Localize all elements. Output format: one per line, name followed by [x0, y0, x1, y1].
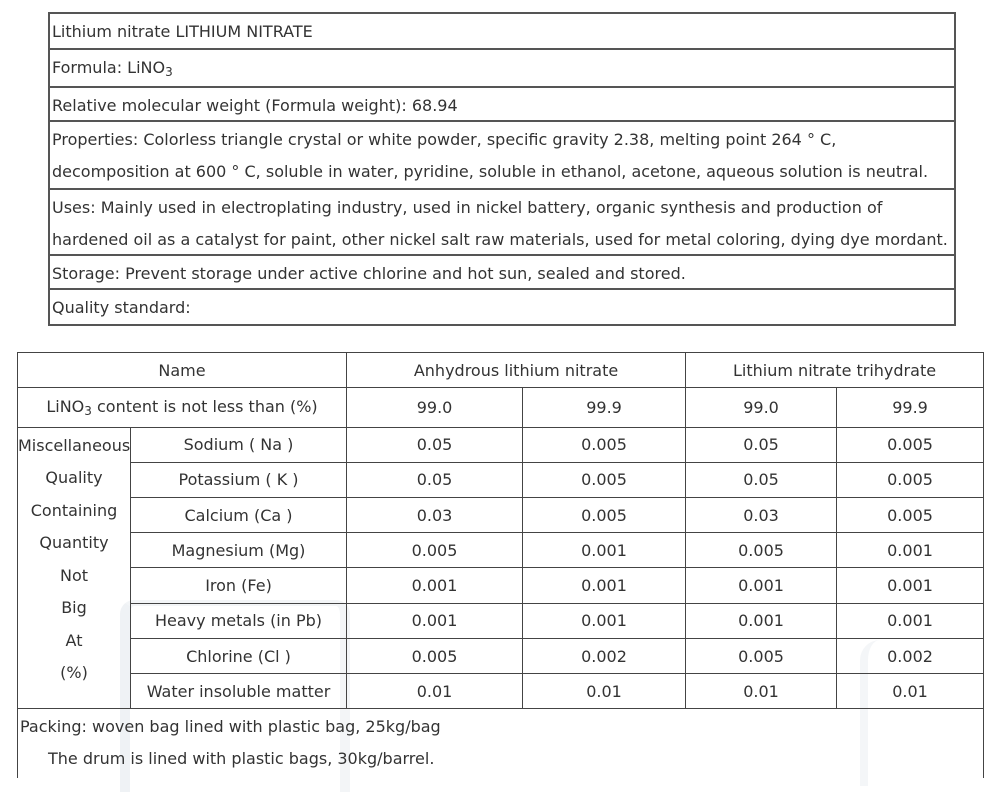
impurity-value: 0.001 [523, 603, 686, 638]
content-value: 99.0 [347, 388, 523, 427]
impurity-name: Calcium (Ca ) [131, 497, 347, 532]
impurity-name: Heavy metals (in Pb) [131, 603, 347, 638]
impurity-value: 0.05 [347, 427, 523, 462]
table-row [18, 568, 984, 603]
impurity-value: 0.005 [523, 497, 686, 532]
misc-label-line: (%) [60, 663, 88, 682]
misc-label-line: Big [61, 598, 87, 617]
impurity-value: 0.05 [686, 427, 837, 462]
packing-info [18, 709, 984, 778]
impurity-name: Sodium ( Na ) [131, 427, 347, 462]
impurity-value: 0.001 [837, 533, 984, 568]
misc-label-line: Miscellaneous [18, 435, 131, 455]
misc-label [18, 427, 131, 709]
content-label-sub: 3 [84, 403, 92, 418]
misc-label-line: At [65, 630, 83, 650]
impurity-value: 0.03 [686, 497, 837, 532]
impurity-value: 0.002 [523, 638, 686, 673]
header-name: Name [18, 353, 347, 388]
content-row [18, 388, 984, 427]
misc-label-line: Not [59, 565, 89, 585]
impurity-value: 0.001 [837, 603, 984, 638]
impurity-value: 0.005 [523, 427, 686, 462]
misc-label-line: Containing [30, 500, 118, 520]
table-row [18, 462, 984, 497]
table-row [18, 674, 984, 709]
impurity-name: Water insoluble matter [131, 674, 347, 709]
table-row [18, 638, 984, 673]
info-title: Lithium nitrate LITHIUM NITRATE [50, 14, 954, 50]
content-label [18, 388, 347, 427]
impurity-name: Magnesium (Mg) [131, 533, 347, 568]
misc-label-line: Quantity [39, 533, 109, 552]
impurity-value: 0.05 [686, 462, 837, 497]
impurity-value: 0.03 [347, 497, 523, 532]
info-properties: Properties: Colorless triangle crystal or white powder, specific gravity 2.38, melting point 264 ° C, decomposition at 600 ° C, soluble in water, pyridine, soluble in ethanol, acetone, aqueous solution is neutral. [50, 122, 954, 190]
impurity-name: Chlorine (Cl ) [131, 638, 347, 673]
table-row [18, 427, 984, 462]
impurity-value: 0.005 [837, 462, 984, 497]
impurity-value: 0.002 [837, 638, 984, 673]
misc-label-line: Quality [45, 468, 103, 487]
impurity-value: 0.001 [686, 603, 837, 638]
info-formula [50, 50, 954, 88]
impurity-value: 0.005 [837, 497, 984, 532]
content-label-prefix: LiNO [46, 396, 85, 416]
content-label-suffix: content is not less than (%) [91, 396, 318, 416]
impurity-value: 0.001 [347, 568, 523, 603]
impurity-value: 0.01 [347, 674, 523, 709]
info-quality: Quality standard: [52, 298, 191, 317]
impurity-value: 0.001 [347, 603, 523, 638]
content-value: 99.9 [837, 388, 984, 427]
content-value: 99.9 [523, 388, 686, 427]
formula-subscript: 3 [165, 65, 173, 79]
impurity-value: 0.005 [686, 638, 837, 673]
impurity-value: 0.001 [686, 568, 837, 603]
quality-spec-table [17, 352, 984, 778]
table-row [18, 603, 984, 638]
spec-header-row [18, 353, 984, 388]
impurity-value: 0.001 [523, 533, 686, 568]
impurity-value: 0.001 [837, 568, 984, 603]
impurity-value: 0.005 [523, 462, 686, 497]
table-row [18, 533, 984, 568]
impurity-value: 0.01 [837, 674, 984, 709]
impurity-name: Iron (Fe) [131, 568, 347, 603]
impurity-name: Potassium ( K ) [131, 462, 347, 497]
impurity-value: 0.005 [347, 638, 523, 673]
impurity-value: 0.005 [686, 533, 837, 568]
impurity-value: 0.001 [523, 568, 686, 603]
impurity-value: 0.05 [347, 462, 523, 497]
formula-text: Formula: LiNO [52, 58, 166, 77]
impurity-value: 0.01 [686, 674, 837, 709]
packing-line-1: Packing: woven bag lined with plastic bag, 25kg/bag [20, 717, 441, 737]
table-row [18, 497, 984, 532]
impurity-value: 0.01 [523, 674, 686, 709]
packing-line-2: The drum is lined with plastic bags, 30kg/barrel. [48, 749, 435, 769]
info-weight: Relative molecular weight (Formula weight): 68.94 [50, 88, 954, 122]
header-trihydrate: Lithium nitrate trihydrate [686, 353, 984, 388]
content-value: 99.0 [686, 388, 837, 427]
header-anhydrous: Anhydrous lithium nitrate [347, 353, 686, 388]
impurity-value: 0.005 [347, 533, 523, 568]
impurity-value: 0.005 [837, 427, 984, 462]
product-info-table [48, 12, 956, 326]
info-uses: Uses: Mainly used in electroplating industry, used in nickel battery, organic synthesis and production of hardened oil as a catalyst for paint, other nickel salt raw materials, used for metal coloring, dying dye mordant. [50, 190, 954, 256]
packing-row [18, 709, 984, 778]
info-storage: Storage: Prevent storage under active chlorine and hot sun, sealed and stored. [50, 256, 954, 290]
